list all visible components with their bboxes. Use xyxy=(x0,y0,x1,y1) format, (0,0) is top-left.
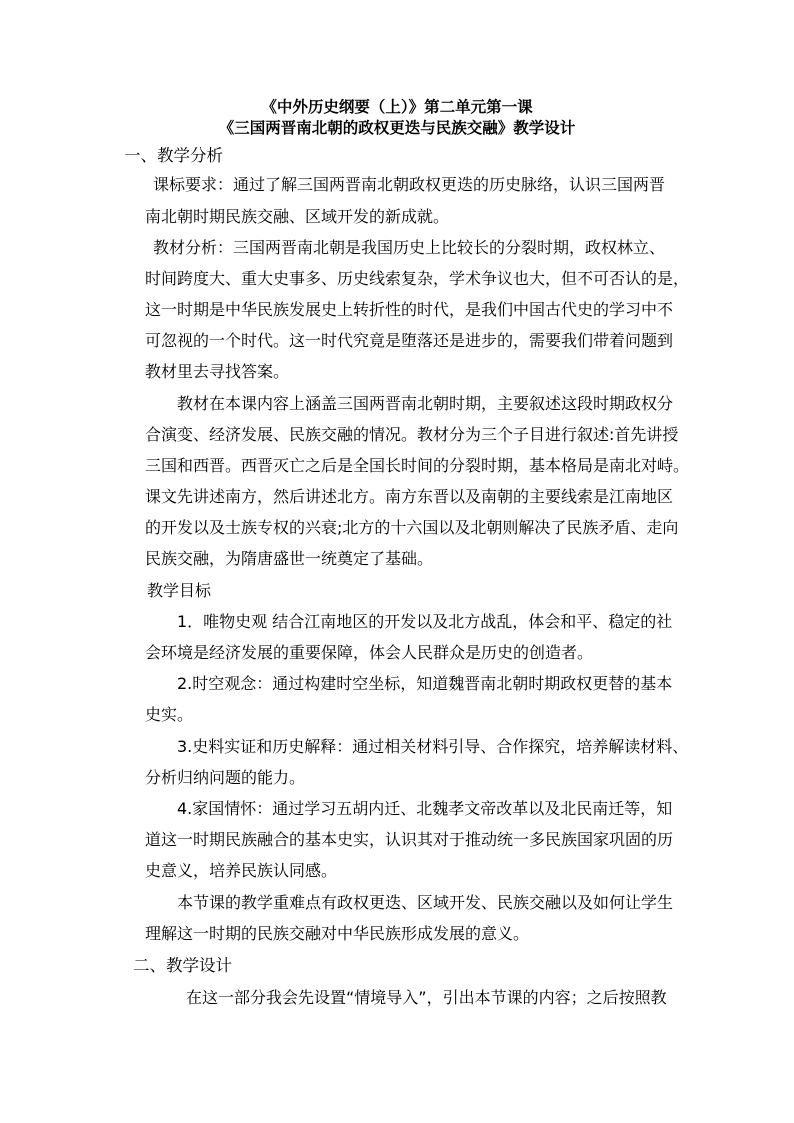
objective-line: 1．唯物史观 结合江南地区的开发以及北方战乱，体会和平、稳定的社 xyxy=(177,612,673,631)
content-summary-line: 合演变、经济发展、民族交融的情况。教材分为三个子目进行叙述:首先讲授 xyxy=(145,425,679,444)
objective-line: 3.史料实证和历史解释：通过相关材料引导、合作探究，培养解读材料、 xyxy=(177,737,689,756)
objective-line: 4.家国情怀：通过学习五胡内迁、北魏孝文帝改革以及北民南迁等，知 xyxy=(177,799,673,818)
textbook-analysis-line: 这一时期是中华民族发展史上转折性的时代，是我们中国古代史的学习中不 xyxy=(145,300,674,319)
textbook-analysis-line: 可忽视的一个时代。这一时代究竟是堕落还是进步的，需要我们带着问题到 xyxy=(145,331,674,350)
content-summary-line: 教材在本课内容上涵盖三国两晋南北朝时期，主要叙述这段时期政权分 xyxy=(177,394,674,413)
curriculum-requirement-line: 课标要求：通过了解三国两晋南北朝政权更迭的历史脉络，认识三国两晋 xyxy=(153,175,666,194)
content-summary-line: 的开发以及士族专权的兴衰;北方的十六国以及北朝则解决了民族矛盾、走向 xyxy=(145,518,679,537)
objectives-heading: 教学目标 xyxy=(147,581,212,600)
textbook-analysis-line: 时间跨度大、重大史事多、历史线索复杂，学术争议也大，但不可否认的是， xyxy=(145,269,690,288)
key-points-line: 本节课的教学重难点有政权更迭、区域开发、民族交融以及如何让学生 xyxy=(177,893,674,912)
objective-line: 分析归纳问题的能力。 xyxy=(145,768,306,787)
content-summary-line: 民族交融，为隋唐盛世一统奠定了基础。 xyxy=(145,549,434,568)
section-heading-design: 二、教学设计 xyxy=(133,956,232,975)
textbook-analysis-line: 教材分析：三国两晋南北朝是我国历史上比较长的分裂时期，政权林立、 xyxy=(153,238,666,257)
objective-line: 史实。 xyxy=(145,705,194,724)
document-title-line-2: 《三国两晋南北朝的政权更迭与民族交融》教学设计 xyxy=(218,119,576,137)
objective-line: 道这一时期民族融合的基本史实，认识其对于推动统一多民族国家巩固的历 xyxy=(145,830,674,849)
objective-line: 史意义，培养民族认同感。 xyxy=(145,861,338,880)
curriculum-requirement-line: 南北朝时期民族交融、区域开发的新成就。 xyxy=(145,207,450,226)
document-title-line-1: 《中外历史纲要（上）》第二单元第一课 xyxy=(261,98,533,116)
textbook-analysis-line: 教材里去寻找答案。 xyxy=(145,362,290,381)
objective-line: 会环境是经济发展的重要保障，体会人民群众是历史的创造者。 xyxy=(145,643,594,662)
content-summary-line: 课文先讲述南方，然后讲述北方。南方东晋以及南朝的主要线索是江南地区 xyxy=(145,487,674,506)
key-points-line: 理解这一时期的民族交融对中华民族形成发展的意义。 xyxy=(145,924,530,943)
content-summary-line: 三国和西晋。西晋灭亡之后是全国长时间的分裂时期，基本格局是南北对峙。 xyxy=(145,456,690,475)
section-heading-analysis: 一、教学分析 xyxy=(124,146,223,165)
design-intro-line: 在这一部分我会先设置“情境导入”，引出本节课的内容；之后按照教 xyxy=(186,988,667,1007)
objective-line: 2.时空观念：通过构建时空坐标，知道魏晋南北朝时期政权更替的基本 xyxy=(177,674,673,693)
